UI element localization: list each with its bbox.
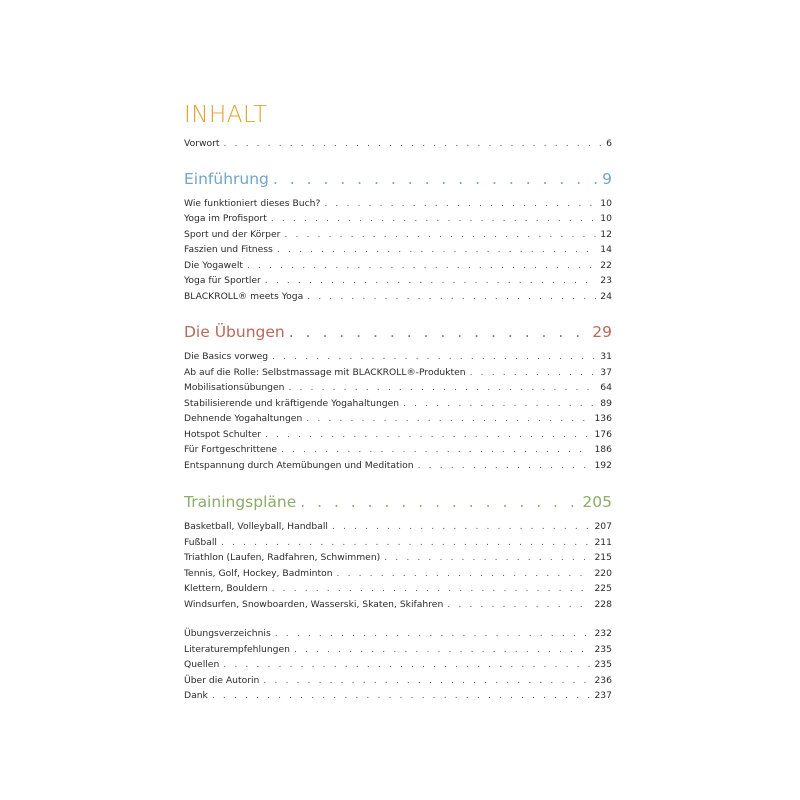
- toc-entry-page: 89: [600, 397, 612, 409]
- dot-leader: [332, 519, 591, 535]
- toc-entry-label: Die Yogawelt: [184, 259, 243, 271]
- toc-entry-page: 235: [594, 643, 612, 655]
- toc-entry-page: 10: [600, 197, 612, 209]
- toc-entry-label: BLACKROLL® meets Yoga: [184, 290, 304, 302]
- toc-entry-page: 215: [594, 552, 612, 563]
- toc-entry-page: 220: [594, 567, 612, 579]
- section-heading-einfuehrung[interactable]: [184, 166, 612, 192]
- toc-entry[interactable]: [184, 258, 612, 274]
- dot-leader: [272, 581, 591, 597]
- toc-entry-page: 12: [600, 228, 612, 240]
- toc-entry-page: 207: [594, 521, 612, 532]
- dot-leader: [470, 365, 597, 381]
- dot-leader: [306, 411, 590, 427]
- section-page: 29: [592, 323, 612, 341]
- dot-leader: [289, 319, 589, 345]
- toc-entry-label: Dehnende Yogahaltungen: [184, 413, 303, 424]
- toc-entry-label: Die Basics vorweg: [184, 351, 269, 362]
- toc-entry-label: Dank: [184, 690, 208, 701]
- toc-entry-page: 64: [600, 382, 612, 393]
- toc-entry[interactable]: [184, 411, 612, 427]
- dot-leader: [288, 380, 596, 396]
- toc-entry-label: Entspannung durch Atemübungen und Meditation: [184, 459, 414, 471]
- toc-entry-appendix[interactable]: [184, 642, 612, 658]
- toc-entry-page: 31: [600, 351, 612, 362]
- toc-entry-label: Windsurfen, Snowboarden, Wasserski, Skaten, Skifahren: [184, 598, 444, 610]
- toc-entry-page: 237: [594, 690, 612, 701]
- toc-entry-label: Klettern, Bouldern: [184, 583, 268, 594]
- dot-leader: [221, 535, 590, 551]
- toc-entry-page: 228: [594, 598, 612, 610]
- dot-leader: [418, 458, 591, 474]
- toc-entry-page: 10: [600, 213, 612, 224]
- toc-entry-label: Für Fortgeschrittene: [184, 444, 278, 455]
- dot-leader: [447, 597, 590, 613]
- toc-entry-label: Quellen: [184, 659, 220, 670]
- toc-entry-page: 211: [594, 536, 612, 548]
- toc-entry-label: Stabilisierende und kräftigende Yogahaltungen: [184, 397, 400, 409]
- toc-entry[interactable]: [184, 349, 612, 365]
- dot-leader: [223, 657, 590, 673]
- toc-entry-label: Vorwort: [184, 138, 220, 149]
- toc-entry[interactable]: [184, 458, 612, 474]
- toc-entry-label: Sport und der Körper: [184, 228, 281, 240]
- toc-entry-label: Übungsverzeichnis: [184, 628, 271, 639]
- toc-entry[interactable]: [184, 211, 612, 227]
- section-heading-trainingsplaene[interactable]: [184, 489, 612, 515]
- toc-entry[interactable]: [184, 581, 612, 597]
- page-title: INHALT: [184, 102, 268, 128]
- toc-entry-page: 236: [594, 674, 612, 686]
- toc-entry[interactable]: [184, 365, 612, 381]
- toc-entry-page: 24: [600, 290, 612, 302]
- toc-entry[interactable]: [184, 396, 612, 412]
- toc-entry-page: 232: [594, 628, 612, 639]
- toc-entry-label: Yoga im Profisport: [184, 213, 267, 224]
- dot-leader: [212, 688, 591, 704]
- toc-entry-appendix[interactable]: [184, 688, 612, 704]
- dot-leader: [265, 273, 597, 289]
- toc-entry[interactable]: [184, 380, 612, 396]
- dot-leader: [337, 566, 591, 582]
- toc-entry[interactable]: [184, 566, 612, 582]
- toc-entry[interactable]: [184, 550, 612, 566]
- dot-leader: [223, 136, 602, 152]
- dot-leader: [294, 642, 590, 658]
- dot-leader: [275, 626, 591, 642]
- section-label: Einführung: [184, 169, 269, 188]
- toc-entry-page: 14: [600, 244, 612, 255]
- toc-entry-page: 136: [594, 413, 612, 424]
- dot-leader: [247, 258, 596, 274]
- toc-entry[interactable]: [184, 273, 612, 289]
- dot-leader: [277, 242, 596, 258]
- dot-leader: [300, 489, 578, 515]
- toc-entry-page: 23: [600, 275, 612, 286]
- toc-entry-label: Über die Autorin: [184, 674, 260, 686]
- dot-leader: [284, 227, 596, 243]
- dot-leader: [273, 166, 598, 192]
- toc-entry[interactable]: [184, 442, 612, 458]
- toc-entry-page: 37: [600, 366, 612, 378]
- dot-leader: [271, 211, 596, 227]
- dot-leader: [384, 550, 590, 566]
- toc-entry-label: Faszien und Fitness: [184, 244, 273, 255]
- toc-entry[interactable]: [184, 427, 612, 443]
- toc-entry[interactable]: [184, 227, 612, 243]
- toc-entry-page: 22: [600, 259, 612, 271]
- toc-entry-page: 186: [594, 444, 612, 455]
- section-heading-uebungen[interactable]: [184, 319, 612, 345]
- toc-entry-appendix[interactable]: [184, 673, 612, 689]
- toc-entry-label: Tennis, Golf, Hockey, Badminton: [184, 567, 333, 579]
- section-label: Trainingspläne: [184, 493, 297, 511]
- dot-leader: [272, 349, 596, 365]
- dot-leader: [403, 396, 596, 412]
- toc-entry[interactable]: [184, 289, 612, 305]
- dot-leader: [281, 442, 590, 458]
- dot-leader: [263, 673, 590, 689]
- toc-entry[interactable]: [184, 519, 612, 535]
- toc-entry-page: 235: [594, 659, 612, 670]
- toc-entry-label: Mobilisationsübungen: [184, 382, 285, 393]
- toc-entry-label: Basketball, Volleyball, Handball: [184, 521, 328, 532]
- toc-entry-page: 192: [594, 459, 612, 471]
- section-label: Die Übungen: [184, 323, 285, 341]
- toc-entry-label: Triathlon (Laufen, Radfahren, Schwimmen): [184, 552, 381, 563]
- toc-entry-vorwort[interactable]: [184, 136, 612, 152]
- toc-entry-page: 225: [594, 583, 612, 594]
- toc-entry-page: 6: [606, 138, 612, 149]
- toc-entry[interactable]: [184, 597, 612, 613]
- toc-entry-page: 176: [594, 428, 612, 440]
- toc-entry-label: Hotspot Schulter: [184, 428, 262, 440]
- toc-entry[interactable]: [184, 535, 612, 551]
- table-of-contents: [184, 136, 612, 704]
- section-page: 205: [582, 493, 612, 511]
- toc-entry-appendix[interactable]: [184, 626, 612, 642]
- dot-leader: [265, 427, 590, 443]
- toc-entry-label: Fußball: [184, 536, 217, 548]
- toc-entry[interactable]: [184, 242, 612, 258]
- toc-entry-appendix[interactable]: [184, 657, 612, 673]
- toc-entry-label: Yoga für Sportler: [184, 275, 261, 286]
- section-page: 9: [602, 169, 612, 188]
- toc-entry-label: Ab auf die Rolle: Selbstmassage mit BLACKROLL®-Produkten: [184, 366, 466, 378]
- toc-entry-label: Literaturempfehlungen: [184, 643, 290, 655]
- toc-entry-label: Wie funktioniert dieses Buch?: [184, 197, 321, 209]
- dot-leader: [324, 196, 596, 212]
- dot-leader: [307, 289, 596, 305]
- toc-entry[interactable]: [184, 196, 612, 212]
